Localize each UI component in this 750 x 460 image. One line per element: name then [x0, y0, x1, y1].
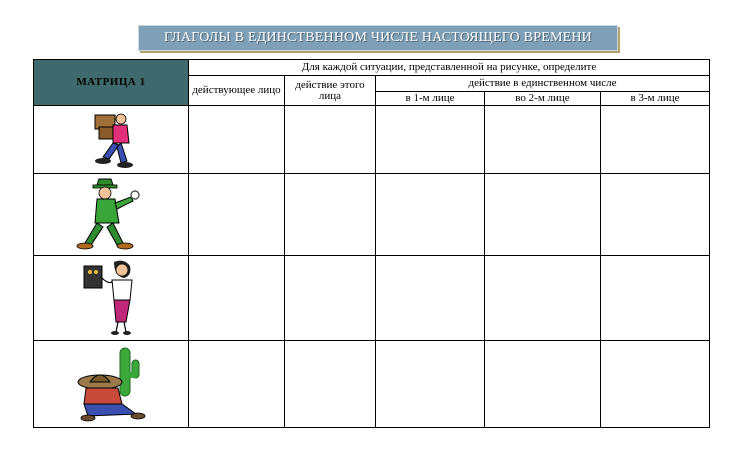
header-second-person: во 2-м лице	[485, 92, 601, 106]
row-picture	[34, 174, 189, 256]
header-first-person: в 1-м лице	[376, 92, 485, 106]
row-picture	[34, 106, 189, 174]
cell-actor[interactable]	[189, 106, 285, 174]
matrix-label: МАТРИЦА 1	[34, 60, 189, 106]
man-carrying-boxes-icon	[81, 109, 141, 171]
matrix-table	[33, 59, 710, 428]
woman-on-phone-icon	[80, 258, 142, 338]
cell-third-person[interactable]	[601, 174, 710, 256]
cell-action[interactable]	[285, 106, 376, 174]
cell-action[interactable]	[285, 174, 376, 256]
cell-first-person[interactable]	[376, 341, 485, 428]
header-third-person: в 3-м лице	[601, 92, 710, 106]
header-top: Для каждой ситуации, представленной на рисунке, определите	[189, 60, 710, 76]
row-picture	[34, 256, 189, 341]
cell-actor[interactable]	[189, 174, 285, 256]
cell-second-person[interactable]	[485, 106, 601, 174]
table-row	[34, 106, 710, 174]
cell-action[interactable]	[285, 341, 376, 428]
sleeping-man-cactus-icon	[74, 342, 148, 426]
cell-actor[interactable]	[189, 256, 285, 341]
cell-third-person[interactable]	[601, 256, 710, 341]
table-row	[34, 341, 710, 428]
row-picture	[34, 341, 189, 428]
table-row	[34, 174, 710, 256]
walking-man-green-hat-icon	[75, 177, 147, 253]
cell-third-person[interactable]	[601, 106, 710, 174]
cell-action[interactable]	[285, 256, 376, 341]
cell-first-person[interactable]	[376, 106, 485, 174]
cell-first-person[interactable]	[376, 174, 485, 256]
table-row	[34, 256, 710, 341]
cell-actor[interactable]	[189, 341, 285, 428]
cell-third-person[interactable]	[601, 341, 710, 428]
header-singular: действие в единственном числе	[376, 76, 710, 92]
header-action: действие этого лица	[285, 76, 376, 106]
cell-second-person[interactable]	[485, 341, 601, 428]
page-title: ГЛАГОЛЫ В ЕДИНСТВЕННОМ ЧИСЛЕ НАСТОЯЩЕГО ВРЕМЕНИ	[138, 25, 618, 51]
cell-first-person[interactable]	[376, 256, 485, 341]
header-actor: действующее лицо	[189, 76, 285, 106]
cell-second-person[interactable]	[485, 256, 601, 341]
cell-second-person[interactable]	[485, 174, 601, 256]
